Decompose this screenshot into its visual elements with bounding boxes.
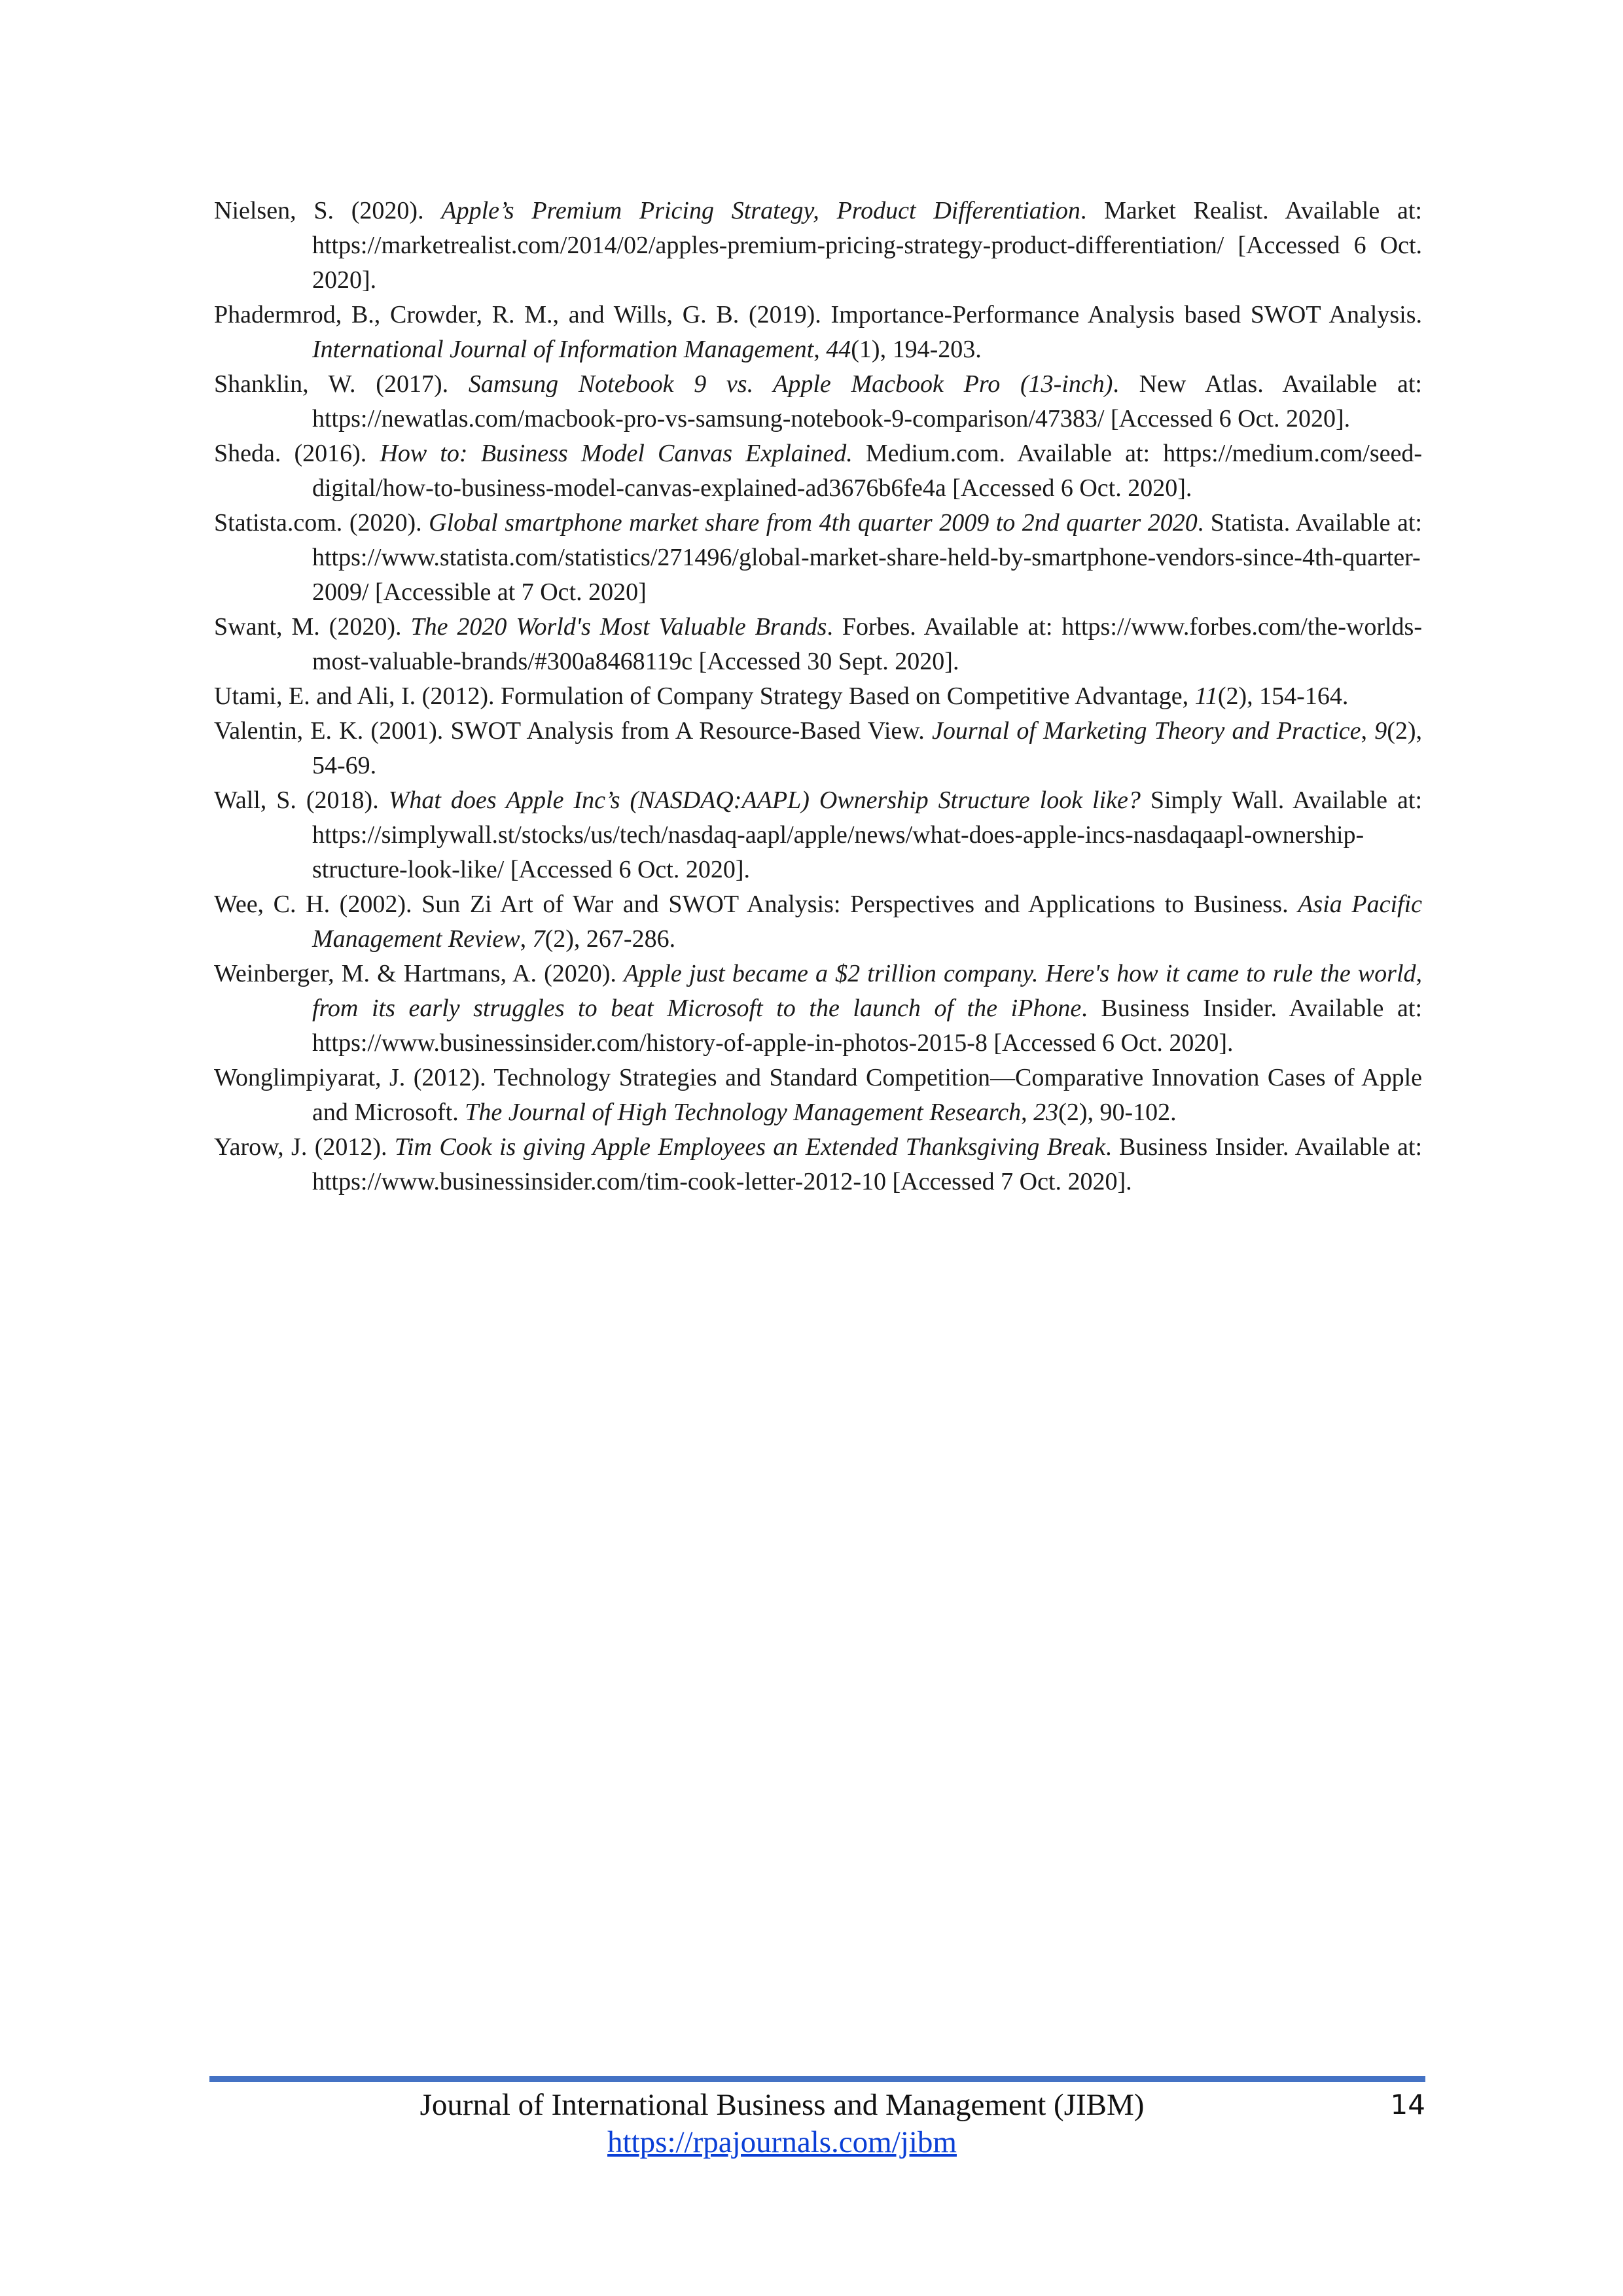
reference-volume: 11	[1194, 682, 1218, 710]
reference-text: Statista.com. (2020).	[214, 509, 429, 537]
reference-entry	[214, 679, 1422, 714]
reference-text: . Forbes. Available at: https://www.forbes.com/the-worlds-most-valuable-brands/#300a8468119c [Accessed 30 Sept. 2020].	[312, 613, 1422, 675]
reference-volume: 44	[826, 336, 851, 363]
footer-journal-name: Journal of International Business and Management (JIBM)	[419, 2088, 1145, 2122]
reference-text: (2), 54-69.	[312, 717, 1422, 779]
reference-text: Wonglimpiyarat, J. (2012). Technology Strategies and Standard Competition—Comparative Innovation Cases of Apple and Microsoft.	[214, 1064, 1422, 1126]
reference-title: Global smartphone market share from 4th quarter 2009 to 2nd quarter 2020	[429, 509, 1198, 537]
reference-entry	[214, 1130, 1422, 1199]
reference-text: ,	[520, 925, 533, 953]
reference-volume: 23	[1033, 1099, 1059, 1126]
reference-text: Nielsen, S. (2020).	[214, 197, 442, 224]
reference-text: (2), 154-164.	[1217, 682, 1349, 710]
reference-title: How to: Business Model Canvas Explained.	[380, 440, 853, 467]
reference-journal: The Journal of High Technology Management Research	[465, 1099, 1022, 1126]
reference-journal: Asia Pacific Management Review	[312, 891, 1422, 953]
reference-title: Apple’s Premium Pricing Strategy, Product Differentiation	[441, 197, 1080, 224]
reference-text: Wee, C. H. (2002). Sun Zi Art of War and SWOT Analysis: Perspectives and Applications to Business.	[214, 891, 1298, 918]
reference-volume: 9	[1374, 717, 1387, 745]
reference-entry	[214, 887, 1422, 957]
page-number: 14	[1390, 2089, 1425, 2121]
reference-entry	[214, 957, 1422, 1061]
reference-text: Utami, E. and Ali, I. (2012). Formulation of Company Strategy Based on Competitive Advantage,	[214, 682, 1195, 710]
reference-text: Shanklin, W. (2017).	[214, 370, 469, 398]
reference-text: (2), 267-286.	[544, 925, 676, 953]
reference-title: Apple just became a $2 trillion company. Here's how it came to rule the world, from its early struggles to beat Microsoft to the launch of the iPhone	[312, 960, 1423, 1022]
reference-entry	[214, 367, 1422, 436]
reference-entry	[214, 506, 1422, 610]
reference-entry	[214, 783, 1422, 887]
reference-text: ,	[1361, 717, 1375, 745]
reference-entry	[214, 298, 1422, 367]
reference-title: The 2020 World's Most Valuable Brands	[410, 613, 827, 641]
reference-entry	[214, 1061, 1422, 1130]
reference-text: Phadermrod, B., Crowder, R. M., and Wills, G. B. (2019). Importance-Performance Analysis based SWOT Analysis.	[214, 301, 1422, 328]
reference-list	[214, 194, 1422, 1199]
reference-text: . Business Insider. Available at: https://www.businessinsider.com/tim-cook-letter-2012-10 [Accessed 7 Oct. 2020].	[312, 1133, 1422, 1195]
reference-text: Simply Wall. Available at: https://simplywall.st/stocks/us/tech/nasdaq-aapl/apple/news/what-does-apple-incs-nasdaqaapl-ownership-structure-look-like/ [Accessed 6 Oct. 2020].	[312, 786, 1423, 883]
reference-journal: Journal of Marketing Theory and Practice	[931, 717, 1361, 745]
reference-text: (1), 194-203.	[851, 336, 982, 363]
reference-text: . Market Realist. Available at: https://marketrealist.com/2014/02/apples-premium-pricing-strategy-product-differentiation/ [Accessed 6 Oct. 2020].	[312, 197, 1422, 294]
reference-text: Yarow, J. (2012).	[214, 1133, 395, 1161]
reference-text: ,	[1021, 1099, 1034, 1126]
reference-title: Tim Cook is giving Apple Employees an Extended Thanksgiving Break	[394, 1133, 1106, 1161]
footer-divider	[209, 2076, 1425, 2082]
footer-journal-link[interactable]: https://rpajournals.com/jibm	[607, 2125, 957, 2159]
reference-entry	[214, 436, 1422, 506]
reference-text: Wall, S. (2018).	[214, 786, 389, 814]
reference-text: Weinberger, M. & Hartmans, A. (2020).	[214, 960, 624, 987]
reference-text: ,	[813, 336, 827, 363]
reference-text: Sheda. (2016).	[214, 440, 380, 467]
reference-text: . Statista. Available at: https://www.statista.com/statistics/271496/global-market-share-held-by-smartphone-vendors-since-4th-quarter-2009/ [Accessible at 7 Oct. 2020]	[312, 509, 1422, 606]
reference-text: (2), 90-102.	[1058, 1099, 1177, 1126]
reference-title: What does Apple Inc’s (NASDAQ:AAPL) Ownership Structure look like?	[388, 786, 1141, 814]
reference-text: . New Atlas. Available at: https://newatlas.com/macbook-pro-vs-samsung-notebook-9-comparison/47383/ [Accessed 6 Oct. 2020].	[312, 370, 1422, 433]
reference-journal: International Journal of Information Management	[312, 336, 814, 363]
reference-text: Medium.com. Available at: https://medium.com/seed-digital/how-to-business-model-canvas-explained-ad3676b6fe4a [Accessed 6 Oct. 2020].	[312, 440, 1422, 502]
reference-entry	[214, 714, 1422, 783]
reference-text: Swant, M. (2020).	[214, 613, 411, 641]
reference-title: Samsung Notebook 9 vs. Apple Macbook Pro (13-inch)	[468, 370, 1113, 398]
reference-volume: 7	[532, 925, 545, 953]
reference-entry	[214, 194, 1422, 298]
reference-text: Valentin, E. K. (2001). SWOT Analysis from A Resource-Based View.	[214, 717, 932, 745]
reference-text: . Business Insider. Available at: https://www.businessinsider.com/history-of-apple-in-photos-2015-8 [Accessed 6 Oct. 2020].	[312, 995, 1422, 1057]
reference-entry	[214, 610, 1422, 679]
